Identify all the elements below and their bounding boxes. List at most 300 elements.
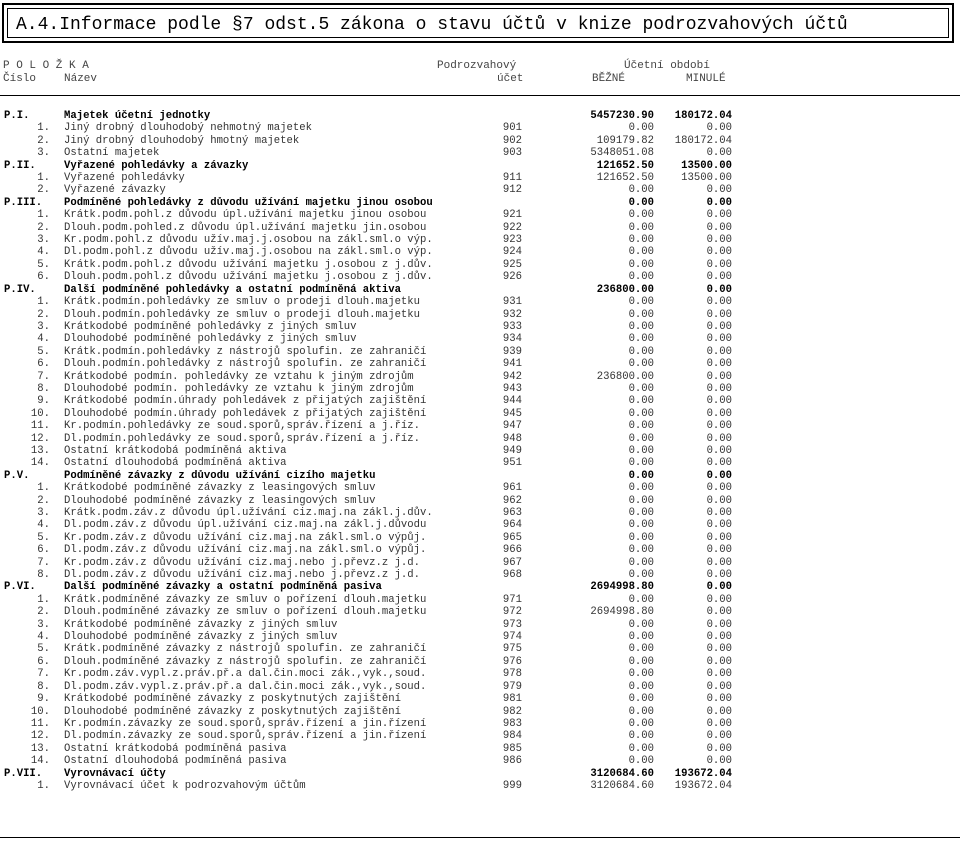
row-number: 4. <box>37 519 50 532</box>
row-number: 5. <box>37 531 50 544</box>
row-name: Dlouhodobé podmíněné závazky z leasingových smluv <box>64 494 376 507</box>
row-previous-value: 0.00 <box>706 234 732 247</box>
table-row <box>0 122 960 134</box>
row-current-value: 0.00 <box>628 730 654 743</box>
row-name: Dlouhodobé podmíněné závazky z jiných smluv <box>64 631 338 644</box>
row-number: 1. <box>37 172 50 185</box>
row-current-value: 0.00 <box>628 382 654 395</box>
row-number: 2. <box>37 221 50 234</box>
table-row <box>0 668 960 680</box>
row-name: Jiný drobný dlouhodobý hmotný majetek <box>64 134 300 147</box>
row-current-value: 0.00 <box>628 308 654 321</box>
row-name: Ostatní majetek <box>64 147 160 160</box>
row-name: Kr.podm.záv.vypl.z.práv.př.a dal.čin.moci zák.,vyk.,soud. <box>64 668 427 681</box>
row-current-value: 0.00 <box>628 407 654 420</box>
header-account-sublabel: účet <box>497 73 524 85</box>
row-previous-value: 0.00 <box>706 556 732 569</box>
table-row <box>0 246 960 258</box>
row-account-code: 941 <box>502 358 522 371</box>
row-previous-value: 0.00 <box>706 395 732 408</box>
row-account-code: 982 <box>502 705 522 718</box>
row-number: 11. <box>30 420 50 433</box>
row-number: 7. <box>37 370 50 383</box>
row-section-code: P.IV. <box>4 283 36 296</box>
row-name: Kr.podmín.závazky ze soud.sporů,správ.řízení a jin.řízení <box>64 717 427 730</box>
table-row <box>0 507 960 519</box>
row-current-value: 0.00 <box>628 221 654 234</box>
row-previous-value: 0.00 <box>706 209 732 222</box>
row-name: Krátk.podm.pohl.z důvodu užívání majetku j.osobou z j.dův. <box>64 258 433 271</box>
row-account-code: 903 <box>502 147 522 160</box>
row-current-value: 0.00 <box>628 395 654 408</box>
table-row <box>0 445 960 457</box>
row-current-value: 0.00 <box>628 643 654 656</box>
row-section-code: P.VI. <box>4 581 36 594</box>
row-name: Dl.podm.záv.vypl.z.práv.př.a dal.čin.moci zák.,vyk.,soud. <box>64 680 427 693</box>
row-name: Dl.podm.záv.z důvodu užívání ciz.maj.nebo j.převz.z j.d. <box>64 569 421 582</box>
row-current-value: 0.00 <box>628 680 654 693</box>
row-previous-value: 0.00 <box>706 370 732 383</box>
table-row <box>0 383 960 395</box>
row-name: Krátkodobé podmín.úhrady pohledávek z přijatých zajištění <box>64 395 427 408</box>
row-account-code: 964 <box>502 519 522 532</box>
row-account-code: 963 <box>502 507 522 519</box>
row-previous-value: 13500.00 <box>681 159 732 172</box>
row-current-value: 0.00 <box>628 320 654 333</box>
table-row <box>0 619 960 631</box>
table-row <box>0 346 960 358</box>
row-number: 6. <box>37 358 50 371</box>
row-previous-value: 0.00 <box>706 258 732 271</box>
row-current-value: 0.00 <box>628 482 654 495</box>
row-previous-value: 0.00 <box>706 444 732 457</box>
table-row <box>0 309 960 321</box>
row-previous-value: 0.00 <box>706 420 732 433</box>
row-previous-value: 0.00 <box>706 407 732 420</box>
row-number: 1. <box>37 209 50 222</box>
row-current-value: 0.00 <box>628 234 654 247</box>
row-current-value: 0.00 <box>628 556 654 569</box>
row-account-code: 985 <box>502 742 522 755</box>
row-previous-value: 0.00 <box>706 221 732 234</box>
row-number: 3. <box>37 507 50 519</box>
row-section-code: P.II. <box>4 159 36 172</box>
row-previous-value: 0.00 <box>706 742 732 755</box>
row-previous-value: 193672.04 <box>674 779 732 792</box>
row-account-code: 924 <box>502 246 522 259</box>
row-number: 12. <box>30 730 50 743</box>
row-account-code: 901 <box>502 122 522 135</box>
table-row <box>0 743 960 755</box>
row-current-value: 0.00 <box>628 531 654 544</box>
row-current-value: 0.00 <box>628 569 654 582</box>
title-box <box>2 3 954 43</box>
section-row <box>0 470 960 482</box>
table-row <box>0 234 960 246</box>
row-name: Krátk.podmín.pohledávky z nástrojů spolufin. ze zahraničí <box>64 345 427 358</box>
row-account-code: 926 <box>502 271 522 284</box>
row-previous-value: 0.00 <box>706 184 732 197</box>
row-name: Krátkodobé podmíněné závazky z jiných smluv <box>64 618 338 631</box>
row-previous-value: 0.00 <box>706 271 732 284</box>
row-name: Majetek účetní jednotky <box>64 110 211 122</box>
row-name: Kr.podm.záv.z důvodu užívání ciz.maj.na zákl.sml.o výpůj. <box>64 531 427 544</box>
row-number: 4. <box>37 333 50 346</box>
row-section-code: P.V. <box>4 469 30 482</box>
row-previous-value: 180172.04 <box>674 134 732 147</box>
row-account-code: 962 <box>502 494 522 507</box>
table-row <box>0 457 960 469</box>
row-number: 3. <box>37 147 50 160</box>
table-header <box>0 60 960 90</box>
row-previous-value: 0.00 <box>706 320 732 333</box>
row-name: Vyřazené pohledávky a závazky <box>64 159 249 172</box>
row-current-value: 5457230.90 <box>590 110 654 122</box>
row-number: 8. <box>37 382 50 395</box>
row-previous-value: 0.00 <box>706 358 732 371</box>
row-current-value: 0.00 <box>628 457 654 470</box>
row-name: Krátk.podmín.pohledávky ze smluv o prodeji dlouh.majetku <box>64 296 421 309</box>
row-number: 8. <box>37 569 50 582</box>
table-row <box>0 395 960 407</box>
row-name: Krátk.podm.záv.z důvodu úpl.užívání ciz.maj.na zákl.j.dův. <box>64 507 433 519</box>
row-number: 10. <box>30 407 50 420</box>
row-account-code: 967 <box>502 556 522 569</box>
row-number: 3. <box>37 320 50 333</box>
row-name: Krátkodobé podmíněné závazky z poskytnutých zajištění <box>64 693 401 706</box>
row-number: 5. <box>37 258 50 271</box>
table-row <box>0 718 960 730</box>
row-name: Dlouhodobé podmíněné závazky z poskytnutých zajištění <box>64 705 401 718</box>
row-current-value: 5348051.08 <box>590 147 654 160</box>
row-name: Dlouh.podmíněné závazky ze smluv o pořízení dlouh.majetku <box>64 606 427 619</box>
row-name: Dlouhodobé podmín.úhrady pohledávek z přijatých zajištění <box>64 407 427 420</box>
row-name: Kr.podmín.pohledávky ze soud.sporů,správ.řízení a j.říz. <box>64 420 421 433</box>
row-name: Ostatní krátkodobá podmíněná pasiva <box>64 742 287 755</box>
row-current-value: 0.00 <box>628 196 654 209</box>
page-title: A.4.Informace podle §7 odst.5 zákona o stavu účtů v knize podrozvahových účtů <box>16 15 848 35</box>
row-account-code: 968 <box>502 569 522 582</box>
row-number: 11. <box>30 717 50 730</box>
row-account-code: 943 <box>502 382 522 395</box>
row-previous-value: 0.00 <box>706 457 732 470</box>
table-row <box>0 643 960 655</box>
row-previous-value: 0.00 <box>706 345 732 358</box>
table-row <box>0 420 960 432</box>
row-name: Krátk.podmíněné závazky ze smluv o pořízení dlouh.majetku <box>64 593 427 606</box>
row-account-code: 945 <box>502 407 522 420</box>
header-period-label: Účetní období <box>624 60 710 72</box>
table-row <box>0 296 960 308</box>
row-number: 14. <box>30 755 50 768</box>
row-previous-value: 0.00 <box>706 581 732 594</box>
header-number-label: Číslo <box>3 73 37 85</box>
row-current-value: 0.00 <box>628 246 654 259</box>
section-row <box>0 197 960 209</box>
row-previous-value: 0.00 <box>706 494 732 507</box>
row-name: Kr.podm.záv.z důvodu užívání ciz.maj.nebo j.převz.z j.d. <box>64 556 421 569</box>
row-name: Dlouh.podm.pohl.z důvodu užívání majetku j.osobou z j.dův. <box>64 271 433 284</box>
row-previous-value: 13500.00 <box>681 172 732 185</box>
header-current-label: BĚŽNÉ <box>592 73 626 85</box>
row-number: 7. <box>37 556 50 569</box>
row-previous-value: 0.00 <box>706 519 732 532</box>
row-previous-value: 0.00 <box>706 680 732 693</box>
table-body <box>0 110 960 792</box>
table-row <box>0 482 960 494</box>
row-name: Krátk.podm.pohl.z důvodu úpl.užívání majetku jinou osobou <box>64 209 427 222</box>
row-number: 1. <box>37 482 50 495</box>
row-number: 8. <box>37 680 50 693</box>
row-number: 6. <box>37 655 50 668</box>
table-row <box>0 693 960 705</box>
row-account-code: 948 <box>502 432 522 445</box>
row-current-value: 121652.50 <box>596 159 654 172</box>
row-previous-value: 0.00 <box>706 308 732 321</box>
row-number: 6. <box>37 544 50 557</box>
row-previous-value: 180172.04 <box>674 110 732 122</box>
table-row <box>0 780 960 792</box>
row-account-code: 934 <box>502 333 522 346</box>
row-number: 5. <box>37 345 50 358</box>
row-account-code: 911 <box>502 172 522 185</box>
table-row <box>0 209 960 221</box>
row-previous-value: 0.00 <box>706 382 732 395</box>
row-account-code: 944 <box>502 395 522 408</box>
row-current-value: 0.00 <box>628 742 654 755</box>
row-previous-value: 0.00 <box>706 730 732 743</box>
table-row <box>0 135 960 147</box>
row-current-value: 236800.00 <box>596 370 654 383</box>
row-current-value: 109179.82 <box>596 134 654 147</box>
row-number: 14. <box>30 457 50 470</box>
row-current-value: 0.00 <box>628 717 654 730</box>
section-row <box>0 581 960 593</box>
row-name: Jiný drobný dlouhodobý nehmotný majetek <box>64 122 312 135</box>
row-current-value: 0.00 <box>628 209 654 222</box>
row-current-value: 0.00 <box>628 519 654 532</box>
row-name: Vyřazené pohledávky <box>64 172 185 185</box>
row-account-code: 973 <box>502 618 522 631</box>
row-number: 9. <box>37 693 50 706</box>
row-number: 1. <box>37 593 50 606</box>
header-previous-label: MINULÉ <box>686 73 726 85</box>
row-name: Vyrovnávací účet k podrozvahovým účtům <box>64 779 306 792</box>
row-number: 9. <box>37 395 50 408</box>
header-name-label: Název <box>64 73 98 85</box>
table-row <box>0 433 960 445</box>
row-account-code: 972 <box>502 606 522 619</box>
row-name: Podmíněné závazky z důvodu užívání cizího majetku <box>64 469 376 482</box>
row-previous-value: 0.00 <box>706 593 732 606</box>
row-previous-value: 0.00 <box>706 507 732 519</box>
row-account-code: 979 <box>502 680 522 693</box>
row-previous-value: 0.00 <box>706 569 732 582</box>
row-name: Podmíněné pohledávky z důvodu užívání majetku jinou osobou <box>64 196 433 209</box>
table-row <box>0 333 960 345</box>
row-name: Krátk.podmíněné závazky z nástrojů spolufin. ze zahraničí <box>64 643 427 656</box>
table-row <box>0 755 960 767</box>
row-previous-value: 0.00 <box>706 618 732 631</box>
row-previous-value: 0.00 <box>706 333 732 346</box>
row-account-code: 925 <box>502 258 522 271</box>
table-row <box>0 656 960 668</box>
row-current-value: 2694998.80 <box>590 606 654 619</box>
row-current-value: 0.00 <box>628 507 654 519</box>
row-name: Dlouh.podm.pohled.z důvodu úpl.užívání majetku jin.osobou <box>64 221 427 234</box>
row-account-code: 921 <box>502 209 522 222</box>
row-account-code: 951 <box>502 457 522 470</box>
row-number: 7. <box>37 668 50 681</box>
row-account-code: 923 <box>502 234 522 247</box>
row-account-code: 922 <box>502 221 522 234</box>
row-current-value: 3120684.60 <box>590 779 654 792</box>
row-name: Dlouhodobé podmíněné pohledávky z jiných smluv <box>64 333 357 346</box>
row-current-value: 0.00 <box>628 184 654 197</box>
table-row <box>0 557 960 569</box>
row-current-value: 0.00 <box>628 668 654 681</box>
row-name: Dlouh.podmíněné závazky z nástrojů spolufin. ze zahraničí <box>64 655 427 668</box>
table-row <box>0 631 960 643</box>
table-row <box>0 532 960 544</box>
row-previous-value: 0.00 <box>706 469 732 482</box>
table-row <box>0 371 960 383</box>
row-name: Dlouh.podmín.pohledávky ze smluv o prodeji dlouh.majetku <box>64 308 421 321</box>
row-account-code: 933 <box>502 320 522 333</box>
row-current-value: 0.00 <box>628 122 654 135</box>
row-name: Krátkodobé podmíněné závazky z leasingových smluv <box>64 482 376 495</box>
row-previous-value: 0.00 <box>706 668 732 681</box>
row-number: 13. <box>30 444 50 457</box>
row-section-code: P.I. <box>4 110 30 122</box>
row-current-value: 121652.50 <box>596 172 654 185</box>
row-account-code: 931 <box>502 296 522 309</box>
row-name: Dl.podm.záv.z důvodu úpl.užívání ciz.maj.na zákl.j.důvodu <box>64 519 427 532</box>
row-current-value: 0.00 <box>628 296 654 309</box>
row-section-code: P.VII. <box>4 767 43 780</box>
row-name: Další podmíněné závazky a ostatní podmíněná pasiva <box>64 581 382 594</box>
row-name: Ostatní krátkodobá podmíněná aktiva <box>64 444 287 457</box>
table-row <box>0 147 960 159</box>
row-account-code: 974 <box>502 631 522 644</box>
row-name: Dl.podmín.závazky ze soud.sporů,správ.řízení a jin.řízení <box>64 730 427 743</box>
row-account-code: 978 <box>502 668 522 681</box>
row-current-value: 0.00 <box>628 655 654 668</box>
row-previous-value: 0.00 <box>706 283 732 296</box>
row-previous-value: 0.00 <box>706 755 732 768</box>
row-previous-value: 0.00 <box>706 482 732 495</box>
row-previous-value: 0.00 <box>706 717 732 730</box>
row-name: Kr.podm.pohl.z důvodu užív.maj.j.osobou na zákl.sml.o výp. <box>64 234 433 247</box>
row-current-value: 0.00 <box>628 420 654 433</box>
row-current-value: 0.00 <box>628 494 654 507</box>
table-row <box>0 594 960 606</box>
row-previous-value: 0.00 <box>706 147 732 160</box>
row-name: Ostatní dlouhodobá podmíněná pasiva <box>64 755 287 768</box>
row-account-code: 902 <box>502 134 522 147</box>
row-number: 1. <box>37 296 50 309</box>
row-current-value: 0.00 <box>628 271 654 284</box>
row-number: 4. <box>37 246 50 259</box>
row-current-value: 0.00 <box>628 755 654 768</box>
row-account-code: 949 <box>502 444 522 457</box>
row-name: Krátkodobé podmíněné pohledávky z jiných smluv <box>64 320 357 333</box>
row-number: 3. <box>37 618 50 631</box>
row-current-value: 0.00 <box>628 705 654 718</box>
row-account-code: 966 <box>502 544 522 557</box>
table-row <box>0 408 960 420</box>
row-previous-value: 0.00 <box>706 246 732 259</box>
row-current-value: 0.00 <box>628 593 654 606</box>
table-row <box>0 730 960 742</box>
row-current-value: 2694998.80 <box>590 581 654 594</box>
row-number: 5. <box>37 643 50 656</box>
row-name: Ostatní dlouhodobá podmíněná aktiva <box>64 457 287 470</box>
row-number: 4. <box>37 631 50 644</box>
row-name: Vyřazené závazky <box>64 184 166 197</box>
bottom-divider <box>0 837 960 838</box>
table-row <box>0 358 960 370</box>
row-account-code: 971 <box>502 593 522 606</box>
table-row <box>0 706 960 718</box>
table-row <box>0 681 960 693</box>
row-name: Další podmíněné pohledávky a ostatní podmíněná aktiva <box>64 283 401 296</box>
row-account-code: 965 <box>502 531 522 544</box>
row-previous-value: 0.00 <box>706 631 732 644</box>
row-previous-value: 0.00 <box>706 544 732 557</box>
table-row <box>0 259 960 271</box>
table-row <box>0 519 960 531</box>
table-row <box>0 606 960 618</box>
table-row <box>0 321 960 333</box>
row-account-code: 983 <box>502 717 522 730</box>
row-current-value: 0.00 <box>628 333 654 346</box>
row-number: 1. <box>37 122 50 135</box>
row-current-value: 3120684.60 <box>590 767 654 780</box>
row-current-value: 236800.00 <box>596 283 654 296</box>
row-name: Dl.podm.pohl.z důvodu užív.maj.j.osobou na zákl.sml.o výp. <box>64 246 433 259</box>
table-row <box>0 569 960 581</box>
row-previous-value: 0.00 <box>706 432 732 445</box>
row-number: 2. <box>37 134 50 147</box>
row-name: Vyrovnávací účty <box>64 767 166 780</box>
row-name: Dlouh.podmín.pohledávky z nástrojů spolufin. ze zahraničí <box>64 358 427 371</box>
section-row <box>0 160 960 172</box>
row-previous-value: 0.00 <box>706 643 732 656</box>
row-previous-value: 0.00 <box>706 655 732 668</box>
row-current-value: 0.00 <box>628 345 654 358</box>
row-current-value: 0.00 <box>628 618 654 631</box>
section-row <box>0 768 960 780</box>
row-account-code: 939 <box>502 345 522 358</box>
row-name: Krátkodobé podmín. pohledávky ze vztahu k jiným zdrojům <box>64 370 414 383</box>
row-number: 2. <box>37 184 50 197</box>
row-account-code: 999 <box>502 779 522 792</box>
row-current-value: 0.00 <box>628 693 654 706</box>
row-previous-value: 193672.04 <box>674 767 732 780</box>
row-account-code: 975 <box>502 643 522 656</box>
row-previous-value: 0.00 <box>706 531 732 544</box>
table-row <box>0 271 960 283</box>
row-current-value: 0.00 <box>628 358 654 371</box>
row-previous-value: 0.00 <box>706 705 732 718</box>
row-number: 1. <box>37 779 50 792</box>
section-row <box>0 284 960 296</box>
row-name: Dlouhodobé podmín. pohledávky ze vztahu k jiným zdrojům <box>64 382 414 395</box>
row-number: 2. <box>37 494 50 507</box>
row-number: 6. <box>37 271 50 284</box>
row-name: Dl.podm.záv.z důvodu užívání ciz.maj.na zákl.sml.o výpůj. <box>64 544 427 557</box>
